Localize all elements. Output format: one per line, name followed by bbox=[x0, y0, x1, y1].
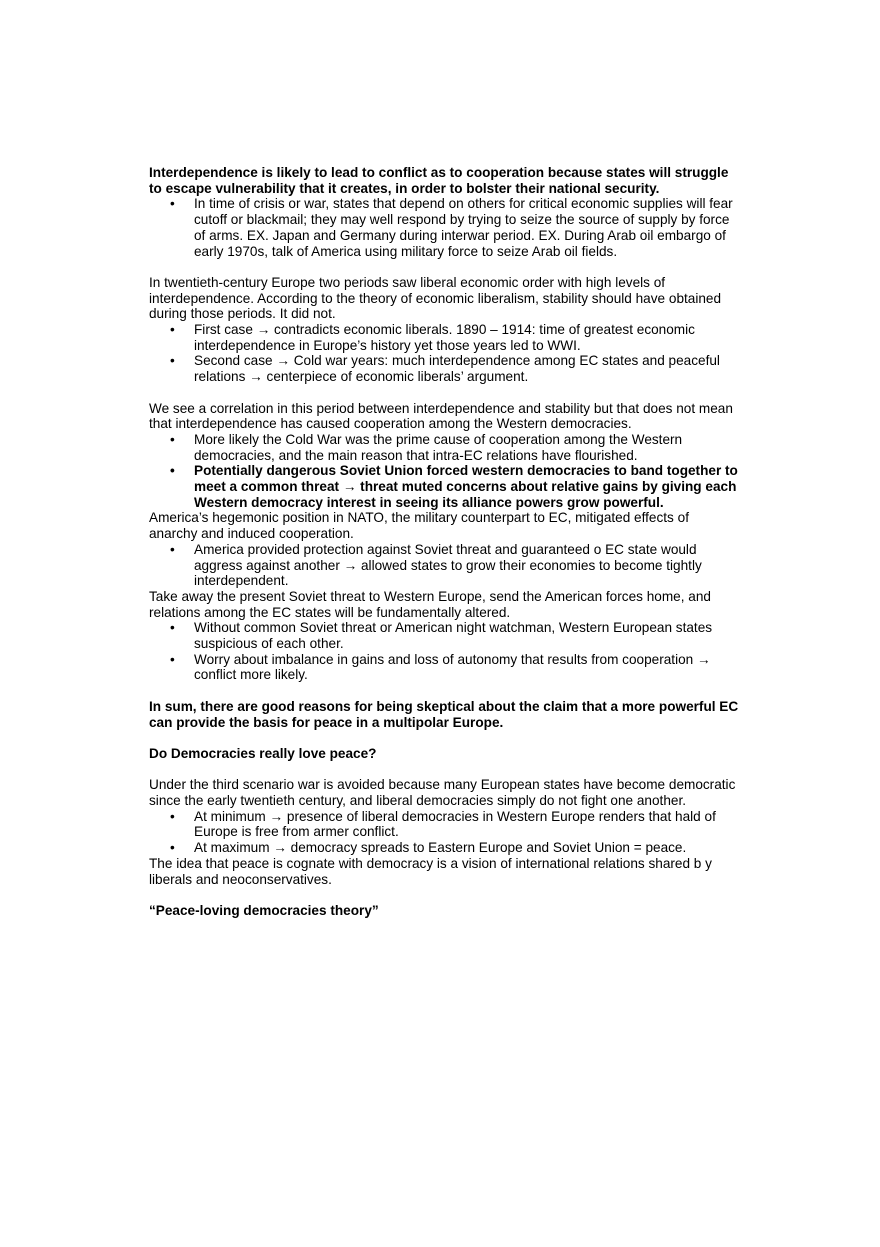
paragraph: In twentieth-century Europe two periods saw liberal economic order with high levels of interdependence. According to the theory of economic liberalism, stability should have obtained during those periods. It did not. bbox=[149, 274, 722, 322]
list-item: • America provided protection against Soviet threat and guaranteed o EC state would aggress against another → allowed states to grow their economies to become tightly interdependent. bbox=[170, 541, 702, 589]
bullet-icon: • bbox=[170, 541, 175, 557]
bullet-list bbox=[149, 542, 739, 589]
bullet-list bbox=[149, 432, 739, 511]
list-item: • First case → contradicts economic liberals. 1890 – 1914: time of greatest economic interdependence in Europe’s history yet those years led to WWI. bbox=[170, 322, 695, 353]
bullet-icon: • bbox=[170, 620, 175, 636]
bullet-icon: • bbox=[170, 808, 175, 824]
paragraph: The idea that peace is cognate with democracy is a vision of international relations shared b y liberals and neoconservatives. bbox=[149, 855, 712, 887]
bullet-icon: • bbox=[170, 840, 175, 856]
bullet-icon: • bbox=[170, 196, 175, 212]
bullet-icon: • bbox=[170, 463, 175, 479]
bullet-list bbox=[149, 196, 739, 259]
list-item: • Potentially dangerous Soviet Union forced western democracies to band together to meet a common threat → threat muted concerns about relative gains by giving each Western democracy interest in seeing its alliance powers grow powerful. bbox=[170, 463, 738, 510]
paragraph: Under the third scenario war is avoided because many European states have become democratic since the early twentieth century, and liberal democracies simply do not fight one another. bbox=[149, 777, 736, 809]
section-heading: Interdependence is likely to lead to conflict as to cooperation because states will struggle to escape vulnerability that it creates, in order to bolster their national security. bbox=[149, 165, 729, 196]
paragraph: America’s hegemonic position in NATO, the military counterpart to EC, mitigated effects of anarchy and induced cooperation. bbox=[149, 510, 689, 542]
bullet-list bbox=[149, 322, 739, 385]
bullet-icon: • bbox=[170, 353, 175, 369]
paragraph: We see a correlation in this period between interdependence and stability but that does not mean that interdependence has caused cooperation among the Western democracies. bbox=[149, 400, 733, 432]
bullet-list bbox=[149, 620, 739, 683]
summary-paragraph: In sum, there are good reasons for being skeptical about the claim that a more powerful EC can provide the basis for peace in a multipolar Europe. bbox=[149, 698, 739, 730]
bullet-list bbox=[149, 809, 739, 856]
bullet-icon: • bbox=[170, 431, 175, 447]
section-heading: “Peace-loving democracies theory” bbox=[149, 902, 379, 918]
list-item: • More likely the Cold War was the prime cause of cooperation among the Western democracies, and the main reason that intra-EC relations have flourished. bbox=[170, 431, 683, 463]
list-item: • Second case → Cold war years: much interdependence among EC states and peaceful relations → centerpiece of economic liberals’ argument. bbox=[170, 353, 720, 385]
list-item: • In time of crisis or war, states that depend on others for critical economic supplies will fear cutoff or blackmail; they may well respond by trying to seize the source of supply by force of arms. EX. Japan and Germany during interwar period. EX. During Arab oil embargo of early 1970s, talk of America using military force to seize Arab oil fields. bbox=[170, 196, 733, 259]
paragraph: Take away the present Soviet threat to Western Europe, send the American forces home, and relations among the EC states will be fundamentally altered. bbox=[149, 588, 711, 620]
list-item: • At maximum → democracy spreads to Eastern Europe and Soviet Union = peace. bbox=[170, 840, 687, 856]
document-body bbox=[149, 165, 739, 919]
bullet-icon: • bbox=[170, 651, 175, 667]
list-item: • Worry about imbalance in gains and loss of autonomy that results from cooperation → conflict more likely. bbox=[170, 651, 711, 683]
list-item: • At minimum → presence of liberal democracies in Western Europe renders that hald of Europe is free from armer conflict. bbox=[170, 808, 716, 840]
list-item: • Without common Soviet threat or American night watchman, Western European states suspicious of each other. bbox=[170, 620, 713, 652]
bullet-icon: • bbox=[170, 322, 175, 338]
section-heading: Do Democracies really love peace? bbox=[149, 745, 377, 761]
